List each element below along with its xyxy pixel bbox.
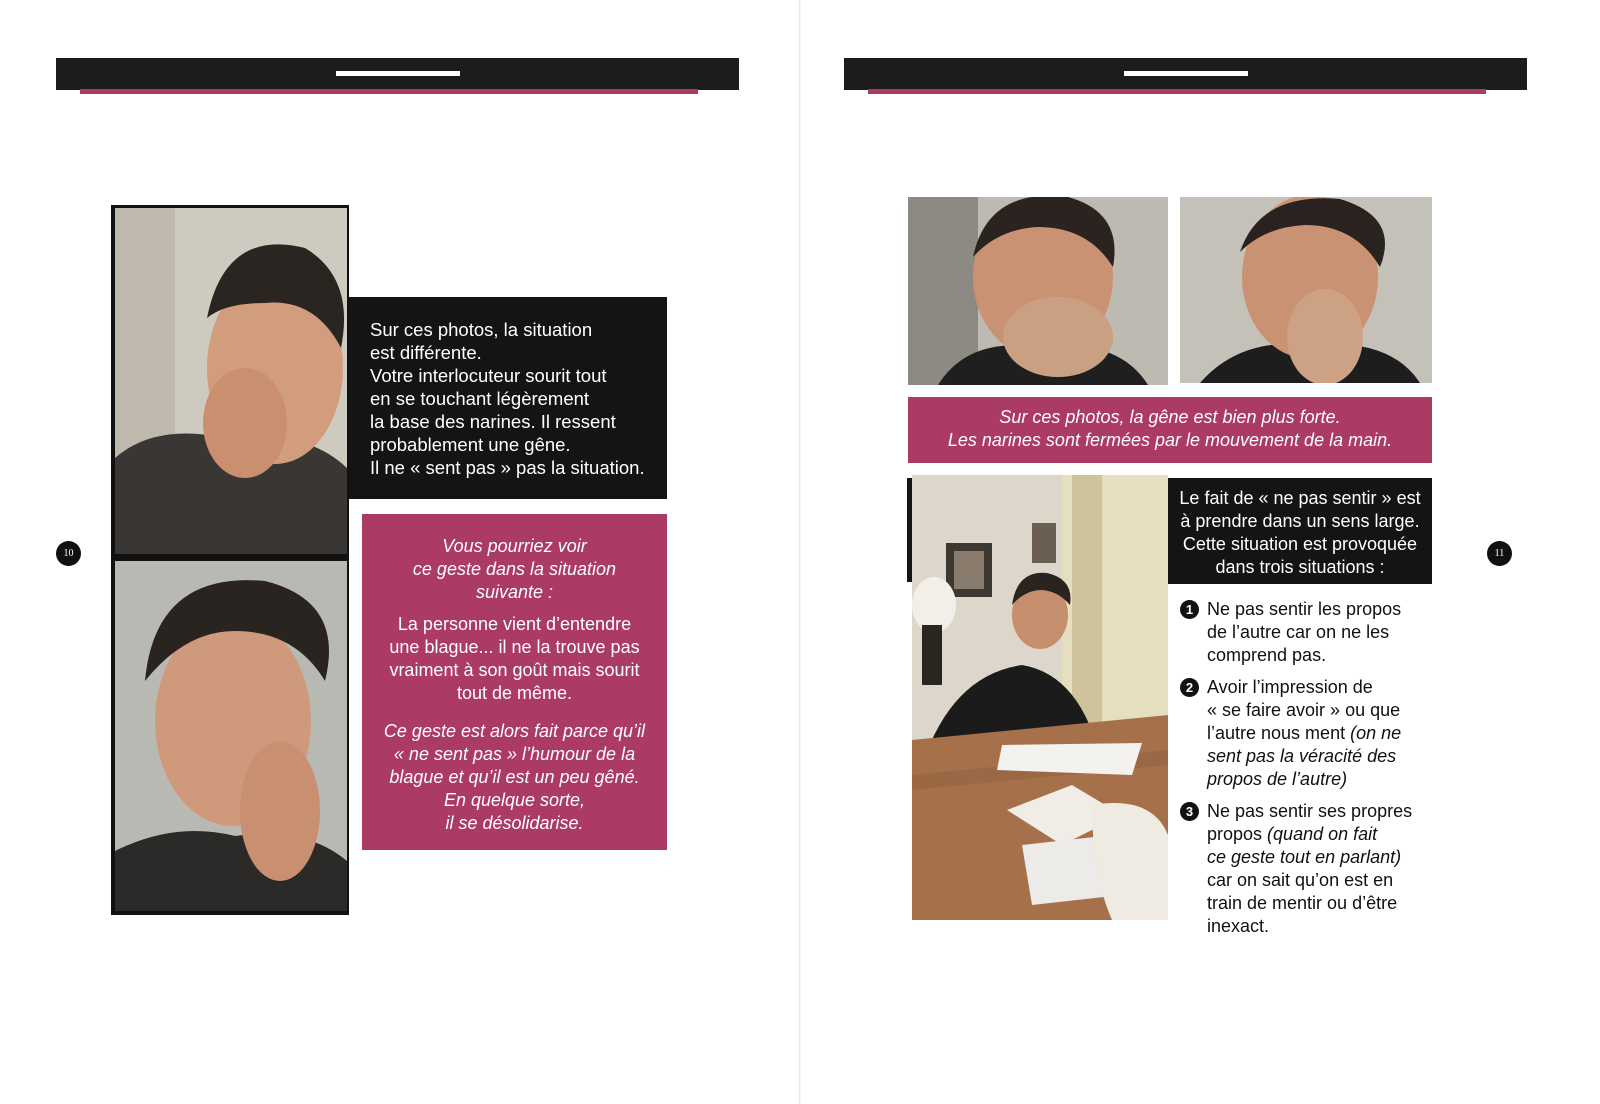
text-line: Cette situation est provoquée [1182, 534, 1418, 554]
photo-smiling-touching-nose [115, 208, 347, 554]
text-line: propos [1207, 824, 1268, 844]
left-header-accent [80, 89, 698, 94]
text-line: dans trois situations : [1215, 557, 1385, 577]
text-line: (on ne [1350, 723, 1402, 743]
left-pink-textbox [362, 514, 667, 850]
text-line: blague et qu’il est un peu gêné. [389, 767, 640, 787]
situations-list [1180, 598, 1440, 947]
header-mark [336, 71, 460, 76]
photo-pinching-nose [1180, 197, 1432, 383]
text-line: comprend pas. [1207, 645, 1327, 665]
text-line: inexact. [1207, 916, 1270, 936]
text-line: vraiment à son goût mais sourit [389, 660, 640, 680]
text-line: est différente. [370, 342, 482, 363]
book-spine [799, 0, 801, 1104]
list-item [1180, 598, 1440, 667]
text-line: ce geste tout en parlant) [1207, 847, 1402, 867]
number-badge: 3 [1180, 802, 1199, 821]
text-line: suivante : [475, 582, 554, 602]
pink-intro [366, 535, 663, 604]
pink-conclusion [366, 720, 663, 835]
text-line: « ne sent pas » l’humour de la [393, 744, 636, 764]
text-line: Le fait de « ne pas sentir » est [1179, 488, 1421, 508]
photo-man-at-desk [912, 475, 1168, 920]
number-badge: 2 [1180, 678, 1199, 697]
text-line: Ne pas sentir ses propres [1207, 801, 1413, 821]
text-line: Avoir l’impression de [1207, 677, 1373, 697]
page-number-left: 10 [56, 541, 81, 566]
text-line: En quelque sorte, [443, 790, 586, 810]
text-line: « se faire avoir » ou que [1207, 700, 1401, 720]
text-line: Il ne « sent pas » pas la situation. [370, 457, 645, 478]
header-mark [1124, 71, 1248, 76]
text-line: Vous pourriez voir [442, 536, 587, 556]
list-item [1180, 676, 1440, 791]
right-black-textbox [1168, 478, 1432, 584]
text-line: en se touchant légèrement [370, 388, 590, 409]
photo-hand-over-mouth [908, 197, 1168, 385]
page-number-right: 11 [1487, 541, 1512, 566]
text-line: car on sait qu’on est en [1207, 870, 1394, 890]
text-line: Sur ces photos, la situation [370, 319, 593, 340]
left-header-band [56, 58, 739, 90]
right-pink-caption [908, 397, 1432, 463]
text-line: Ce geste est alors fait parce qu’il [383, 721, 646, 741]
text-line: il se désolidarise. [445, 813, 584, 833]
right-header-band [844, 58, 1527, 90]
text-line: (quand on fait [1267, 824, 1378, 844]
text-line: l’autre nous ment [1207, 723, 1351, 743]
text-line: ce geste dans la situation [412, 559, 617, 579]
text-line: Les narines sont fermées par le mouvement de la main. [947, 430, 1393, 450]
photo-finger-on-nose [115, 561, 347, 911]
text-line: à prendre dans un sens large. [1180, 511, 1420, 531]
text-line: tout de même. [456, 683, 573, 703]
text-line: La personne vient d’entendre [397, 614, 632, 634]
text-line: Votre interlocuteur sourit tout [370, 365, 607, 386]
list-item [1180, 800, 1440, 938]
pink-body [366, 613, 663, 705]
text-line: Sur ces photos, la gêne est bien plus forte. [999, 407, 1341, 427]
text-line: une blague... il ne la trouve pas [389, 637, 640, 657]
text-line: train de mentir ou d’être [1207, 893, 1398, 913]
text-line: propos de l’autre) [1207, 769, 1348, 789]
number-badge: 1 [1180, 600, 1199, 619]
text-line: la base des narines. Il ressent [370, 411, 616, 432]
text-line: Ne pas sentir les propos [1207, 599, 1402, 619]
text-line: probablement une gêne. [370, 434, 571, 455]
text-line: sent pas la véracité des [1207, 746, 1397, 766]
left-black-textbox [349, 297, 667, 499]
right-header-accent [868, 89, 1486, 94]
text-line: de l’autre car on ne les [1207, 622, 1390, 642]
